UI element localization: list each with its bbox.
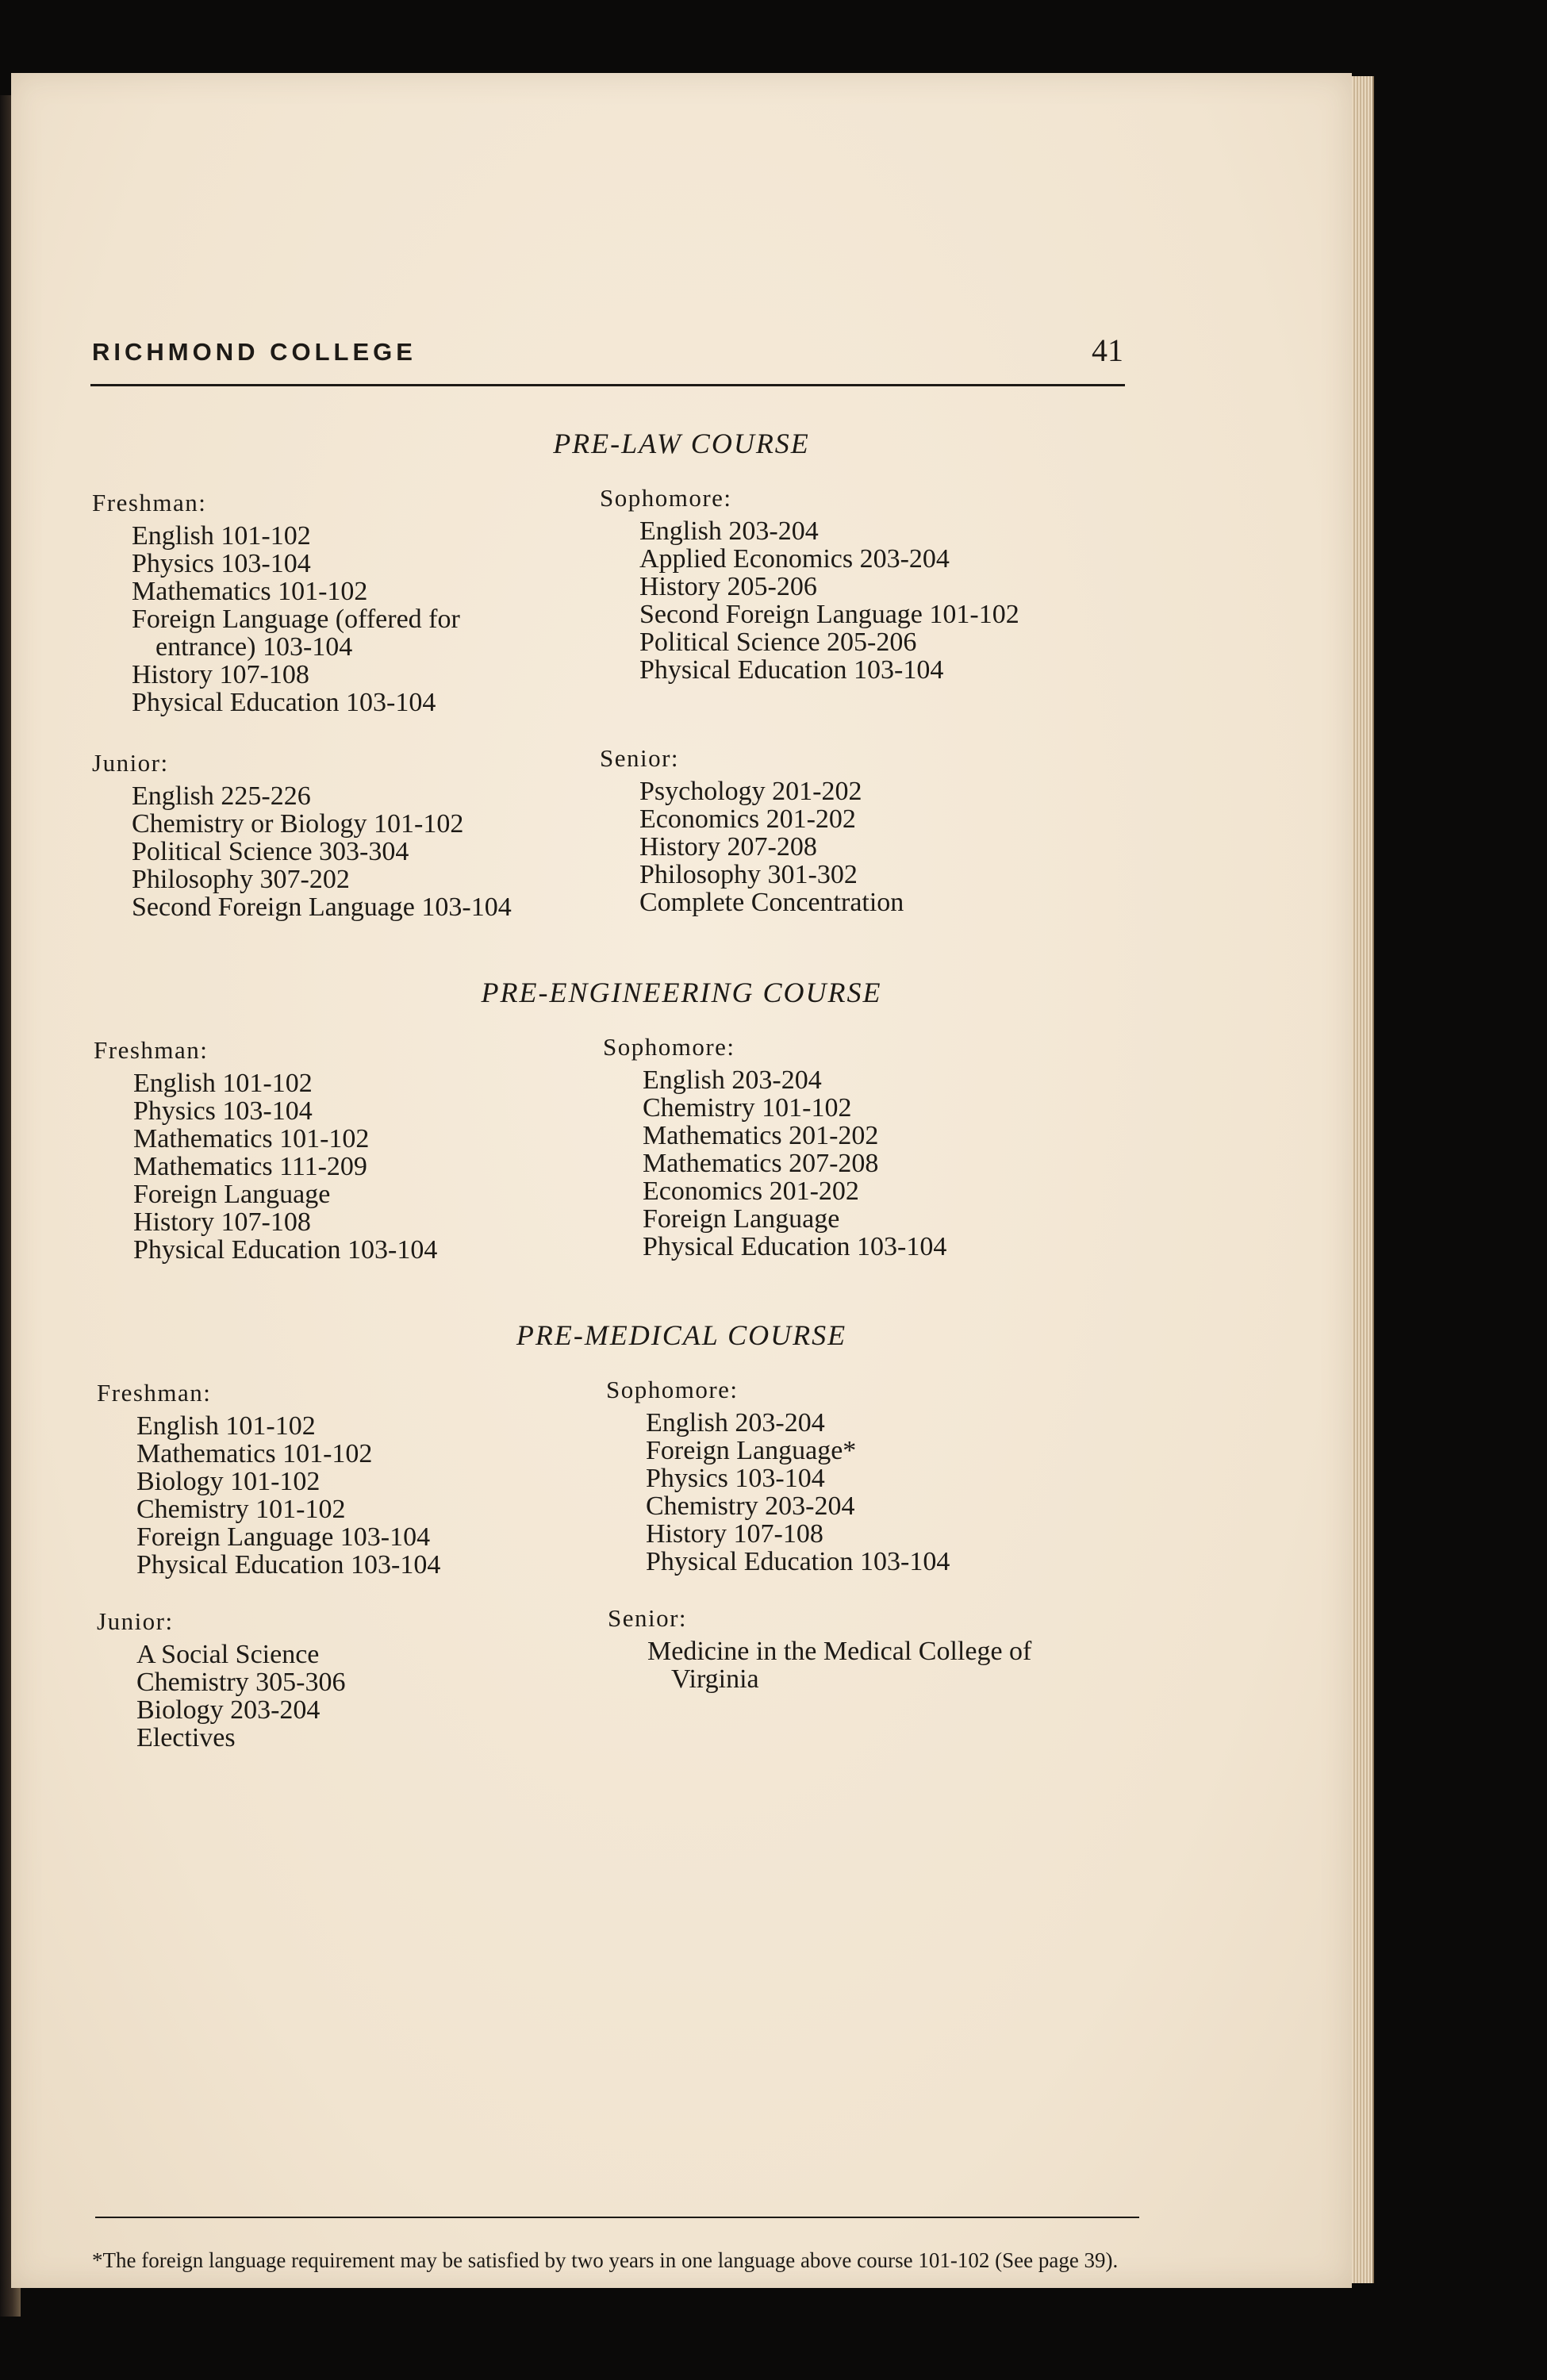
- footnote: *The foreign language requirement may be satisfied by two years in one language above course 101-102 (See page 39).: [92, 2248, 1119, 2272]
- page-number: 41: [1092, 332, 1123, 368]
- course-item: Political Science 303-304: [132, 837, 409, 866]
- course-item: Philosophy 301-302: [639, 860, 858, 889]
- course-item: Complete Concentration: [639, 888, 904, 917]
- course-item: Physical Education 103-104: [136, 1550, 441, 1580]
- course-item: Chemistry or Biology 101-102: [132, 809, 464, 839]
- course-item: Physical Education 103-104: [646, 1547, 950, 1576]
- course-item: Chemistry 101-102: [643, 1093, 852, 1123]
- header-rule: [90, 384, 1125, 386]
- section-title-pre-engineering: PRE-ENGINEERING COURSE: [481, 977, 882, 1008]
- course-item: Physical Education 103-104: [639, 655, 944, 685]
- year-label: Freshman:: [94, 1036, 209, 1064]
- year-label: Junior:: [97, 1607, 174, 1635]
- course-item: Physical Education 103-104: [643, 1232, 947, 1261]
- pre-medical-sophomore: [606, 1376, 950, 1576]
- course-item: History 107-108: [646, 1519, 823, 1549]
- course-item: A Social Science: [136, 1640, 320, 1669]
- course-item: Chemistry 101-102: [136, 1495, 346, 1524]
- course-item-continued: Virginia: [671, 1664, 759, 1694]
- course-item: Chemistry 203-204: [646, 1491, 855, 1521]
- year-label: Freshman:: [92, 489, 207, 516]
- pre-law-sophomore: [600, 484, 1019, 684]
- year-label: Junior:: [92, 749, 169, 777]
- course-item: History 107-108: [133, 1207, 311, 1237]
- course-item: English 225-226: [132, 781, 311, 811]
- book-page: [11, 73, 1352, 2288]
- course-item: Mathematics 111-209: [133, 1152, 367, 1181]
- course-item: History 107-108: [132, 660, 309, 689]
- course-item: Physics 103-104: [132, 549, 311, 578]
- course-item: Physics 103-104: [133, 1096, 313, 1126]
- course-item: Political Science 205-206: [639, 628, 917, 657]
- running-head: RICHMOND COLLEGE: [92, 338, 416, 366]
- pre-medical-senior: [608, 1604, 1031, 1693]
- course-item: Chemistry 305-306: [136, 1668, 346, 1697]
- course-item: Physical Education 103-104: [132, 688, 436, 717]
- year-label: Freshman:: [97, 1379, 212, 1407]
- course-item: Mathematics 207-208: [643, 1149, 879, 1178]
- year-label: Sophomore:: [606, 1376, 739, 1403]
- pre-law-senior: [600, 744, 904, 916]
- pre-medical-junior: [97, 1607, 345, 1752]
- page-header: [92, 332, 1123, 370]
- course-item: History 205-206: [639, 572, 817, 601]
- course-item: English 203-204: [646, 1408, 825, 1438]
- course-item: Medicine in the Medical College of: [647, 1637, 1032, 1666]
- course-item: Economics 201-202: [639, 804, 856, 834]
- pre-law-junior: [92, 749, 512, 921]
- course-item-continued: entrance) 103-104: [155, 632, 353, 662]
- course-item: Mathematics 101-102: [136, 1439, 373, 1468]
- pre-engineering-sophomore: [603, 1033, 946, 1261]
- course-item: Physical Education 103-104: [133, 1235, 438, 1265]
- footnote-rule: [95, 2217, 1139, 2218]
- course-item: Psychology 201-202: [639, 777, 862, 806]
- course-item: Biology 203-204: [136, 1695, 321, 1725]
- course-item: Physics 103-104: [646, 1464, 825, 1493]
- section-title-pre-medical: PRE-MEDICAL COURSE: [516, 1319, 847, 1351]
- course-item: Foreign Language: [643, 1204, 840, 1234]
- year-label: Senior:: [600, 744, 680, 772]
- course-item: Mathematics 101-102: [132, 577, 368, 606]
- course-item: English 101-102: [136, 1411, 316, 1441]
- course-item: Mathematics 101-102: [133, 1124, 370, 1154]
- course-item: English 101-102: [133, 1069, 313, 1098]
- course-item: Foreign Language (offered for: [132, 605, 460, 634]
- year-label: Sophomore:: [603, 1033, 735, 1061]
- course-item: Electives: [136, 1723, 236, 1752]
- course-item: Economics 201-202: [643, 1177, 859, 1206]
- section-title-pre-law: PRE-LAW COURSE: [553, 428, 810, 459]
- course-item: English 203-204: [639, 516, 819, 546]
- year-label: Senior:: [608, 1604, 688, 1632]
- pre-engineering-freshman: [94, 1036, 437, 1264]
- course-item: History 207-208: [639, 832, 817, 862]
- pre-medical-freshman: [97, 1379, 440, 1579]
- course-item: Mathematics 201-202: [643, 1121, 879, 1150]
- course-item: Foreign Language 103-104: [136, 1522, 431, 1552]
- course-item: Applied Economics 203-204: [639, 544, 950, 574]
- course-item: Biology 101-102: [136, 1467, 321, 1496]
- pre-law-freshman: [92, 489, 460, 716]
- course-item: Second Foreign Language 101-102: [639, 600, 1019, 629]
- course-item: Second Foreign Language 103-104: [132, 892, 512, 922]
- year-label: Sophomore:: [600, 484, 732, 512]
- course-item: English 203-204: [643, 1065, 822, 1095]
- course-item: Foreign Language*: [646, 1436, 857, 1465]
- course-item: Philosophy 307-202: [132, 865, 350, 894]
- course-item: Foreign Language: [133, 1180, 331, 1209]
- course-item: English 101-102: [132, 521, 311, 551]
